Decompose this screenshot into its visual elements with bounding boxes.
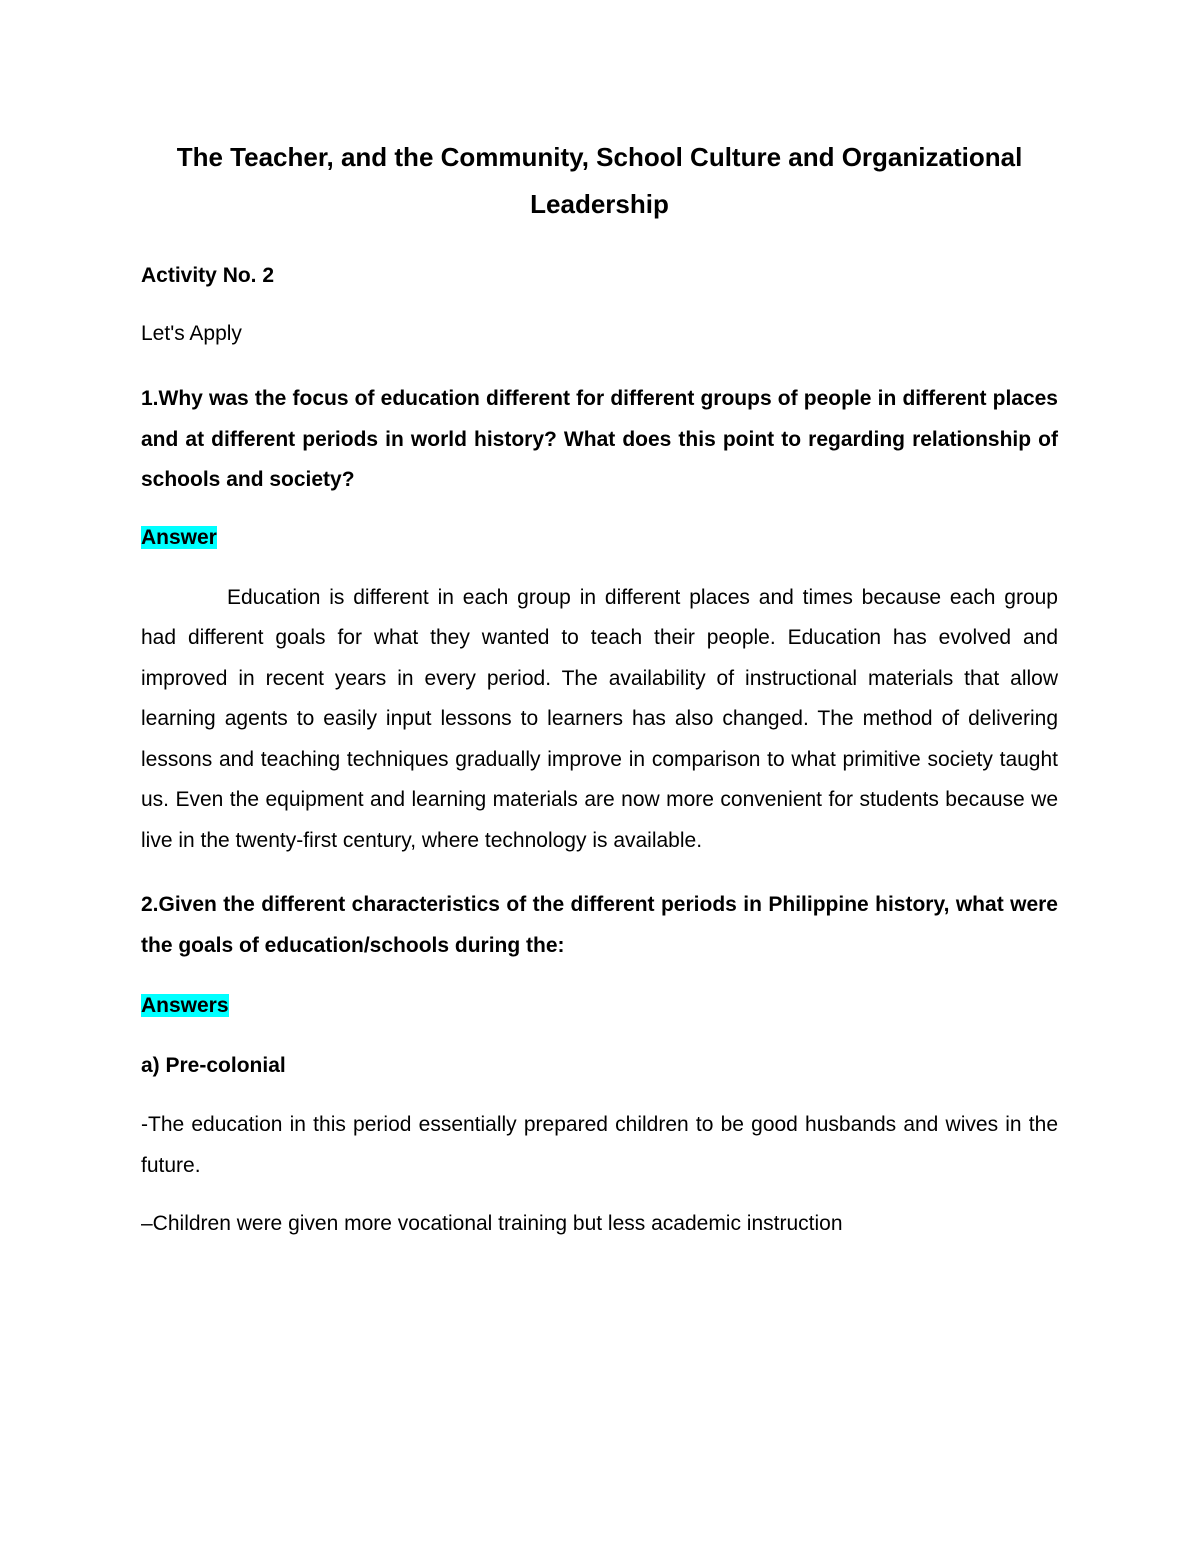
answer-2-highlight: Answers [141, 994, 229, 1017]
period-a-heading: a) Pre-colonial [141, 1054, 286, 1077]
question-2: 2.Given the different characteristics of the different periods in Philippine history, what were the goals of education/schools during the: [141, 893, 1058, 957]
answer-1-label [141, 523, 1058, 553]
document-title [141, 134, 1058, 228]
period-a-point-2: –Children were given more vocational training but less academic instruction [141, 1212, 843, 1235]
title-line-2: Leadership [530, 189, 669, 219]
document-page [141, 134, 1058, 1245]
question-1: 1.Why was the focus of education different for different groups of people in different places and at different periods in world history? What does this point to regarding relationship of schools and society? [141, 387, 1058, 491]
answer-2-label [141, 991, 1058, 1021]
answer-1-text: Education is different in each group in different places and times because each group had different goals for what they wanted to teach their people. Education has evolved and improved in recent years in every period. The availability of instructional materials that allow learning agents to easily input lessons to learners has also changed. The method of delivering lessons and teaching techniques gradually improve in comparison to what primitive society taught us. Even the equipment and learning materials are now more convenient for students because we live in the twenty-first century, where technology is available. [141, 585, 1058, 852]
period-a-point-1: -The education in this period essentially prepared children to be good husbands and wives in the future. [141, 1113, 1058, 1177]
answer-1-highlight: Answer [141, 525, 217, 549]
subheading: Let's Apply [141, 322, 242, 345]
activity-heading: Activity No. 2 [141, 264, 275, 287]
title-line-1: The Teacher, and the Community, School Culture and Organizational [176, 142, 1023, 172]
